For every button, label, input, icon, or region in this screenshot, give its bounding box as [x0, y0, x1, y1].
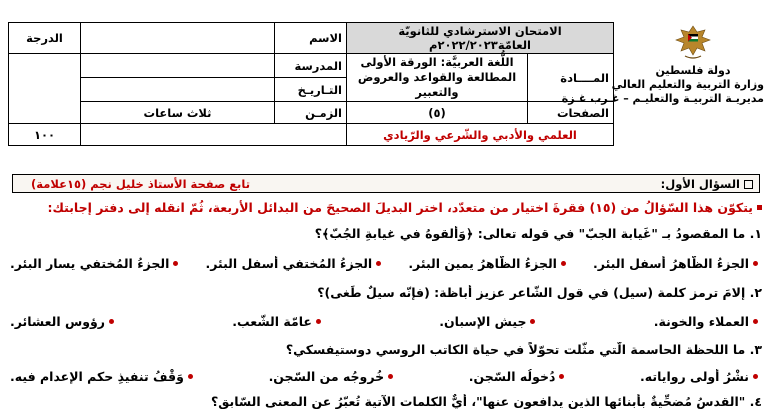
option[interactable]	[232, 314, 321, 329]
subject-line-2: المطالعة والقواعد والعروض والتعبير	[357, 70, 517, 99]
dot-icon	[388, 374, 393, 379]
question-stem: ١. ما المقصودُ بـ "غَيابة الجبّ" في قوله تعالى: ﴿وَأَلقوهُ في غيابةِ الجُبّ﴾؟	[314, 226, 762, 241]
blank-cell	[81, 124, 347, 146]
option-text: الجزءُ المُختفي أسفل البئر.	[205, 256, 373, 271]
question-stem: ٢. إلامَ ترمز كلمة (سيل) في قول الشّاعر عزيز أباظة: (فإنّه سيلٌ طَغى)؟	[317, 285, 762, 300]
dot-icon	[188, 374, 193, 379]
options-row	[6, 369, 762, 384]
dot-icon	[376, 261, 381, 266]
checkbox-icon	[744, 180, 753, 189]
grade-field[interactable]	[9, 54, 81, 124]
dot-icon	[316, 319, 321, 324]
time-value: ثلاث ساعات	[81, 102, 275, 124]
options-row	[6, 256, 762, 271]
option[interactable]	[408, 256, 566, 271]
dot-icon	[559, 374, 564, 379]
option[interactable]	[10, 314, 114, 329]
option-text: وَقْفُ تنفيذِ حكمِ الإعدام فيه.	[10, 369, 184, 384]
bullet-icon	[757, 205, 762, 210]
option-text: رؤوس العشائر.	[10, 314, 106, 329]
grade-label: الدرجة	[9, 23, 81, 54]
palestine-emblem-icon	[672, 22, 714, 62]
school-label: المدرسة	[275, 54, 347, 78]
option-text: الجزءُ الظّاهرُ أسفل البئر.	[593, 256, 749, 271]
option[interactable]	[640, 369, 758, 384]
option[interactable]	[439, 314, 535, 329]
subject-line-1: اللُّغة العربيَّة: الورقة الأولى	[360, 55, 514, 69]
name-label: الاسم	[275, 23, 347, 54]
total-score: ١٠٠	[9, 124, 81, 146]
pages-label: الصفحات	[528, 102, 614, 124]
dot-icon	[753, 319, 758, 324]
ministry-name: وزارة التربية والتعليم العالي	[611, 78, 764, 91]
subject-value	[347, 54, 528, 102]
option-text: عامّة الشّعب.	[232, 314, 312, 329]
time-label: الزمـن	[275, 102, 347, 124]
question-stem: ٣. ما اللحظة الحاسمة الّتي مثّلت تحوّلاً في حياة الكاتب الروسي دوستيفسكي؟	[285, 342, 762, 357]
question-title	[661, 177, 753, 191]
option-text: الجزءُ الظّاهرُ يمين البئر.	[408, 256, 557, 271]
exam-header-table	[8, 22, 614, 146]
school-field[interactable]	[81, 54, 275, 78]
option-text: العملاء والخونة.	[653, 314, 749, 329]
options-row	[6, 314, 762, 329]
option-text: دُخولُه السّجن.	[468, 369, 556, 384]
option[interactable]	[654, 314, 758, 329]
question-title-text: السؤال الأول:	[660, 177, 740, 191]
dot-icon	[561, 261, 566, 266]
dot-icon	[173, 261, 178, 266]
subject-label: المــــادة	[528, 54, 614, 102]
option[interactable]	[10, 369, 193, 384]
dot-icon	[753, 261, 758, 266]
option-text: جيش الإسبان.	[439, 314, 527, 329]
option-text: خُروجُه من السّجن.	[268, 369, 385, 384]
name-field[interactable]	[81, 23, 275, 54]
question-stem: ٤. "القدسُ مُضحِّيةٌ بأبنائها الذين يدافعون عنها"، أيٌّ الكلمات الآتية تُعبّرُ عن المعنى السّابق؟	[211, 394, 762, 409]
question-band	[12, 174, 760, 193]
option-text: نشْرُ أولى رواياته.	[640, 369, 749, 384]
option[interactable]	[10, 256, 178, 271]
instruction	[6, 200, 762, 215]
option[interactable]	[205, 256, 381, 271]
dot-icon	[109, 319, 114, 324]
option[interactable]	[469, 369, 565, 384]
option[interactable]	[269, 369, 394, 384]
dot-icon	[753, 374, 758, 379]
exam-title: الامتحان الاسترشادي للثانويّة العامّة٢٠٢٢/٢٠٢٣م	[347, 23, 614, 54]
option[interactable]	[593, 256, 758, 271]
pages-value: (٥)	[347, 102, 528, 124]
date-field[interactable]	[81, 78, 275, 102]
dot-icon	[530, 319, 535, 324]
directorate-name: مديريـة التربيـة والتعليـم – غـرب غـزة	[561, 92, 764, 105]
state-name: دولة فلسطين	[655, 64, 731, 77]
instruction-text: يتكوّن هذا السّؤالُ من (١٥) فقرةَ اختيارٍ من متعدّد، اخترِ البديلَ الصحيحَ من البدائل الأربعة، ثُمّ انقله إلى دفتر إجابتك:	[47, 200, 753, 215]
option-text: الجزءُ المُختفي يسار البئر.	[10, 256, 170, 271]
follow-page-note: تابع صفحة الأستاذ خليل نجم (١٥علامة)	[31, 177, 251, 191]
branches: العلمي والأدبي والشّرعي والرّيادي	[347, 124, 614, 146]
date-label: التـاريـخ	[275, 78, 347, 102]
